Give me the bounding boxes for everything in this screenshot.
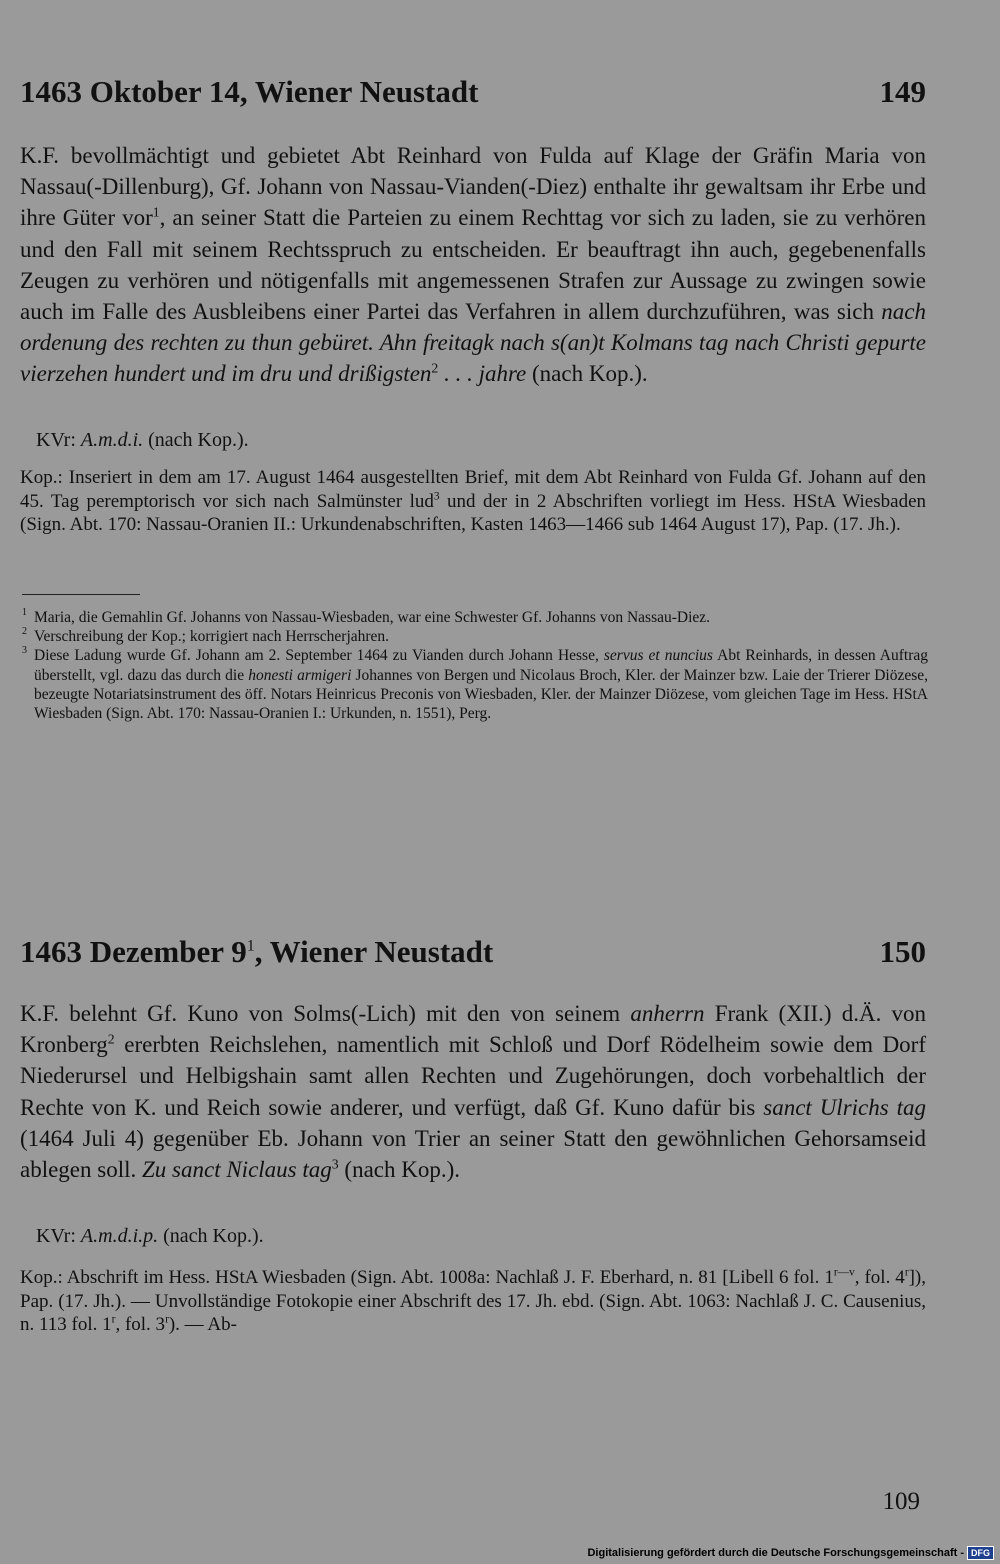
footnote-rule [22, 594, 140, 595]
footnote-ref: 2 [107, 1031, 115, 1047]
kvr-abbrev: A.m.d.i. [80, 429, 144, 451]
footnote-2 [22, 627, 928, 646]
kop-text: Kop.: Abschrift im Hess. HStA Wiesbaden (Sign. Abt. 1008a: Nachlaß J. F. Eberhard, n. 81 [Libell 6 fol. 1 [20, 1267, 834, 1288]
funding-footer [587, 1546, 994, 1560]
entry-149-footnotes [22, 608, 928, 723]
entry-149-quote: nach ordenung des rechten zu thun gebüret. Ahn freitagk nach s(an)t Kolmans tag nach Christi gepurte vierzehen hundert und im dru und drißigsten [20, 299, 926, 387]
entry-150-italic: Zu sanct Niclaus tag [142, 1157, 332, 1183]
kvr-label: KVr: [36, 429, 81, 451]
entry-149-kop [20, 466, 926, 537]
kvr-tail: (nach Kop.). [143, 429, 249, 451]
entry-149-text-part: , an seiner Statt die Parteien zu einem Rechttag vor sich zu laden, sie zu verhören und den Fall mit seinem Rechtsspruch zu entscheiden. Er beauftragt ihn auch, gegebenenfalls Zeugen zu verhören und nötigenfalls mit angemessenen Strafen zur Aussage zu zwingen sowie auch im Falle des Ausbleibens einer Partei das Verfahren in allem durchzuführen, was sich [20, 205, 926, 325]
kop-text: ). — Ab- [168, 1314, 237, 1335]
entry-150-heading [20, 934, 926, 970]
footnote-ref: 3 [331, 1156, 339, 1172]
entry-150-text-part: (1464 Juli 4) gegenüber Eb. Johann von Trier an seiner Statt den gewöhnlichen Gehorsamseid ablegen soll. [20, 1125, 926, 1183]
entry-149-text-tail: (nach Kop.). [526, 361, 648, 387]
kop-text: , fol. 3 [115, 1314, 166, 1335]
kop-sup: r [904, 1266, 909, 1279]
entry-149-title: 1463 Oktober 14, Wiener Neustadt [20, 74, 479, 109]
entry-150-italic: sanct Ulrichs tag [763, 1094, 926, 1120]
footnote-ref: 2 [431, 360, 439, 376]
entry-150-title-place: , Wiener Neustadt [254, 934, 494, 969]
kvr-abbrev: A.m.d.i.p. [80, 1225, 159, 1247]
entry-150-number: 150 [879, 934, 926, 969]
footnote-text: Johannes von Bergen und Nicolaus Broch, Kler. der Mainzer bzw. Laie der Trierer Diözese, bezeugte Notariatsinstrument des öff. Notars Heinricus Preconis von Wiesbaden, Kler. der Mainzer Diözese, vom gleichen Tage im Hess. HStA Wiesbaden (Sign. Abt. 170: Nassau-Oranien I.: Urkunden, n. 1551), Perg. [34, 666, 928, 723]
footnote-text: Maria, die Gemahlin Gf. Johanns von Nassau-Wiesbaden, war eine Schwester Gf. Johanns von Nassau-Diez. [34, 609, 711, 626]
entry-149-text-part: K.F. bevollmächtigt und gebietet Abt Reinhard von Fulda auf Klage der Gräfin Maria von Nassau(-Dillenburg), Gf. Johann von Nassau-Vianden(-Diez) enthalte ihr gewaltsam ihr Erbe und ihre Güter vor [20, 143, 926, 231]
footnote-text: Verschreibung der Kop.; korrigiert nach Herrscherjahren. [34, 628, 390, 646]
footnote-italic: servus et nuncius [603, 647, 713, 665]
footnote-ref: 3 [433, 490, 440, 503]
footnote-number: 1 [22, 607, 27, 618]
entry-150-title-date: 1463 Dezember 9 [20, 934, 247, 969]
footnote-ref: 1 [152, 204, 160, 220]
entry-149-summary [20, 140, 926, 390]
footnote-3 [22, 646, 928, 723]
entry-150-kop [20, 1266, 926, 1337]
kvr-label: KVr: [36, 1225, 81, 1247]
kop-text: und der in 2 Abschriften vorliegt im Hess. HStA Wiesbaden (Sign. Abt. 170: Nassau-Oranien II.: Urkundenabschriften, Kasten 1463—1466 sub 1464 August 17), Pap. (17. Jh.). [20, 490, 927, 535]
kop-text: ]), Pap. (17. Jh.). — Unvollständige Fotokopie einer Abschrift des 17. Jh. ebd. (Sign. Abt. 1063: Nachlaß J. C. Causenius, n. 113 fol. 1 [20, 1267, 927, 1335]
entry-150-kvr [36, 1224, 264, 1248]
entry-150-summary [20, 998, 926, 1185]
entry-150-italic: anherrn [630, 1001, 705, 1026]
page-number: 109 [882, 1488, 920, 1515]
entry-150-text-part: K.F. belehnt Gf. Kuno von Solms(-Lich) mit den von seinem [20, 1001, 631, 1026]
kop-sup: r—v [833, 1266, 855, 1279]
kop-sup: r [165, 1313, 169, 1326]
entry-150-text-part: Frank (XII.) d.Ä. von Kronberg [20, 1001, 927, 1058]
kop-text: , fol. 4 [854, 1267, 905, 1288]
funding-text: Digitalisierung gefördert durch die Deutsche Forschungsgemeinschaft - [587, 1547, 964, 1559]
entry-149-quote-end: . . . jahre [438, 361, 527, 387]
entry-150-text-part: (nach Kop.). [338, 1157, 461, 1183]
footnote-ref: 1 [246, 937, 255, 955]
entry-149-number: 149 [879, 74, 926, 109]
kop-sup: r [111, 1313, 116, 1326]
kvr-tail: (nach Kop.). [158, 1225, 264, 1247]
footnote-number: 2 [22, 626, 27, 638]
footnote-number: 3 [22, 645, 27, 657]
footnote-text: Diese Ladung wurde Gf. Johann am 2. September 1464 zu Vianden durch Johann Hesse, [34, 647, 604, 665]
entry-149-heading [20, 74, 926, 110]
entry-149-kvr [36, 428, 249, 452]
footnote-text: Abt Reinhards, in dessen Auftrag überstellt, vgl. dazu das durch die [34, 647, 928, 684]
footnote-italic: honesti armigeri [248, 666, 352, 684]
kop-text: Kop.: Inseriert in dem am 17. August 1464 ausgestellten Brief, mit dem Abt Reinhard von Fulda Gf. Johann auf den 45. Tag peremptorisch vor sich nach Salmünster lud [20, 467, 926, 512]
entry-150-title [20, 934, 493, 970]
footnote-1 [22, 608, 928, 627]
dfg-logo: DFG [967, 1546, 994, 1560]
entry-150-text-part: ererbten Reichslehen, namentlich mit Schloß und Dorf Rödelheim sowie dem Dorf Niederursel und Helbigshain samt allen Rechten und Zugehörungen, doch vorbehaltlich der Rechte von K. und Reich sowie anderer, und verfügt, daß Gf. Kuno dafür bis [20, 1032, 926, 1120]
